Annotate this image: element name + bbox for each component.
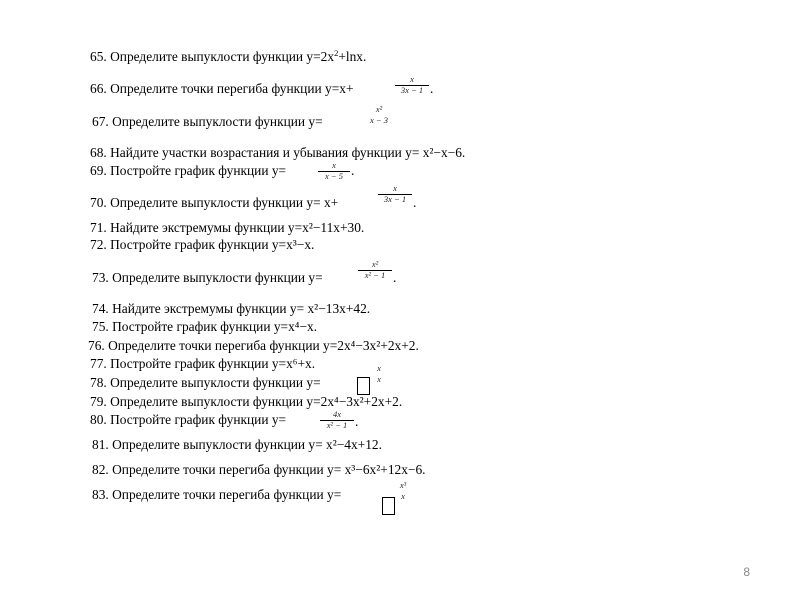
- problem-number: 73.: [92, 270, 109, 285]
- fraction-numerator: x³: [399, 480, 407, 490]
- problem-text: Найдите экстремумы функции y= x²−13x+42.: [112, 301, 371, 316]
- problem-number: 79.: [90, 394, 107, 409]
- problem-70: [90, 195, 338, 211]
- problem-text-tail: +lnx.: [338, 49, 367, 64]
- fraction-numerator: x²: [371, 259, 379, 269]
- problem-number: 76.: [88, 338, 105, 353]
- fraction: [358, 260, 392, 280]
- problem-number: 74.: [92, 301, 109, 316]
- problem-73: [92, 270, 323, 286]
- fraction-denominator: x − 5: [324, 171, 343, 181]
- problem-number: 82.: [92, 462, 109, 477]
- problem-number: 68.: [90, 145, 107, 160]
- problem-tail: .: [430, 81, 434, 96]
- problem-number: 69.: [90, 163, 107, 178]
- problem-number: 72.: [90, 237, 107, 252]
- problem-text: Определите выпуклости функции y=: [112, 114, 323, 129]
- problem-74: [92, 301, 370, 317]
- problem-text: Найдите экстремумы функции y=x²−11x+30.: [110, 220, 365, 235]
- problem-number: 81.: [92, 437, 109, 452]
- problem-number: 65.: [90, 49, 107, 64]
- fraction-denominator: 3x − 1: [400, 85, 424, 95]
- fraction-numerator: x: [410, 74, 414, 84]
- fraction-numerator: 4x: [332, 409, 342, 419]
- problem-number: 67.: [92, 114, 109, 129]
- problem-tail: .: [393, 270, 397, 285]
- problem-text: Определите выпуклости функции y=2x: [110, 49, 335, 64]
- problem-text: Определите точки перегиба функции y=: [112, 487, 342, 502]
- problem-number: 83.: [92, 487, 109, 502]
- problem-82: [92, 462, 426, 478]
- fraction-denominator: x: [377, 374, 381, 384]
- problem-67: [92, 114, 323, 130]
- fraction-numerator: x: [393, 183, 397, 193]
- problem-tail: .: [413, 195, 417, 210]
- problem-number: 66.: [90, 81, 107, 96]
- problem-77: [90, 356, 315, 372]
- problem-79: [90, 394, 402, 410]
- problem-text: Найдите участки возрастания и убывания функции y= x²−x−6.: [110, 145, 466, 160]
- fraction: [396, 481, 410, 501]
- problem-text: Постройте график функции y=: [110, 412, 287, 427]
- problem-number: 78.: [90, 375, 107, 390]
- fraction: [318, 161, 350, 181]
- fraction: [378, 184, 412, 204]
- problem-66: [90, 81, 354, 97]
- problem-text: Постройте график функции y=: [110, 163, 287, 178]
- fraction: [372, 364, 386, 384]
- fraction-denominator: x² − 1: [364, 270, 386, 280]
- problem-text: Определите выпуклости функции y= x²−4x+12.: [112, 437, 382, 452]
- problem-number: 71.: [90, 220, 107, 235]
- problem-text: Постройте график функции y=x⁶+x.: [110, 356, 316, 371]
- problem-number: 75.: [92, 319, 109, 334]
- problem-78: [90, 375, 321, 391]
- problem-65: [90, 49, 366, 65]
- problem-80: [90, 412, 286, 428]
- problem-83: [92, 487, 341, 503]
- missing-glyph-box: [357, 377, 370, 395]
- problem-76: [88, 338, 419, 354]
- problem-text: Постройте график функции y=x⁴−x.: [112, 319, 318, 334]
- problem-text: Определите точки перегиба функции y=2x⁴−3x²+2x+2.: [108, 338, 419, 353]
- problem-number: 70.: [90, 195, 107, 210]
- fraction-denominator: 3x − 1: [383, 194, 407, 204]
- problem-number: 77.: [90, 356, 107, 371]
- fraction-denominator: x − 3: [369, 115, 388, 125]
- problem-text: Определите выпуклости функции y=: [110, 375, 321, 390]
- problem-tail: .: [351, 163, 355, 178]
- problem-tail: .: [355, 414, 359, 429]
- problem-71: [90, 220, 364, 236]
- problem-text: Определите точки перегиба функции y= x³−6x²+12x−6.: [112, 462, 426, 477]
- fraction-denominator: x: [401, 491, 405, 501]
- problem-81: [92, 437, 382, 453]
- page-number: 8: [743, 565, 750, 579]
- problem-text: Постройте график функции y=x³−x.: [110, 237, 315, 252]
- missing-glyph-box: [382, 497, 395, 515]
- fraction-numerator: x: [332, 160, 336, 170]
- problem-72: [90, 237, 314, 253]
- fraction: [395, 75, 429, 95]
- problem-text: Определите выпуклости функции y=: [112, 270, 323, 285]
- fraction-denominator: x² − 1: [326, 420, 348, 430]
- exponent: 2: [334, 48, 339, 58]
- problem-75: [92, 319, 317, 335]
- problem-text: Определите выпуклости функции y= x+: [110, 195, 339, 210]
- problem-number: 80.: [90, 412, 107, 427]
- fraction-numerator: x: [377, 363, 381, 373]
- problem-text: Определите выпуклости функции y=2x⁴−3x²+2x+2.: [110, 394, 403, 409]
- fraction: [364, 105, 394, 125]
- fraction-numerator: x²: [375, 104, 383, 114]
- problem-68: [90, 145, 465, 161]
- fraction: [320, 410, 354, 430]
- problem-69: [90, 163, 286, 179]
- problem-text: Определите точки перегиба функции y=x+: [110, 81, 354, 96]
